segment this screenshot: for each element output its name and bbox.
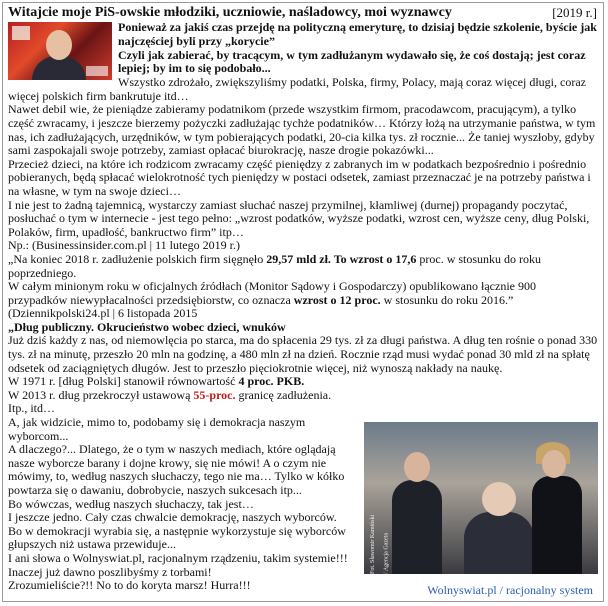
photo-face	[46, 30, 72, 60]
article-frame	[2, 2, 604, 602]
photo-person-left	[392, 480, 442, 574]
photo-person-center	[464, 512, 534, 574]
closing-3: Bo wówczas, według naszych słuchaczy, tak jest…	[8, 496, 254, 511]
quote-insolvency-bold: wzrost o 12 proc.	[293, 292, 381, 307]
closing-5: Bo w demokracji wyrabia się, a następnie wykorzystuje się wyborców głupszych niż ustawa przewiduje...	[8, 523, 346, 552]
quote-firms-debt-bold: 29,57 mld zł. To wzrost o 17,6	[266, 251, 417, 266]
line-2013	[8, 389, 598, 403]
paragraph-1: Wszystko zdrożało, zwiększyliśmy podatki, Polska, firmy, Polacy, mają coraz więcej długi, coraz więcej polskich firm bankrutuje itd…	[8, 75, 586, 103]
quote-insolvency	[8, 280, 598, 307]
photo-face-left	[404, 452, 430, 482]
footer-site-link[interactable]: Wolnyswiat.pl	[427, 583, 497, 598]
closing-2: A dlaczego?... Dlatego, że o tym w naszych mediach, które oglądają nasze wyborcze barany i dojne krowy, się nie mówi! A o czym nie mówimy, to, według naszych słuchaczy, tego nie ma… Tylko w kółko powtarza się o dawaniu, dobrobycie, naszych sukcesach itp...	[8, 442, 345, 497]
lead-paragraph-1: Ponieważ za jakiś czas przejdę na polityczną emeryturę, to dzisiaj będzie szkolenie, byście jak najczęściej byli przy „korycie”	[118, 20, 597, 48]
photo-face-right	[542, 450, 566, 478]
article-year: [2019 r.]	[552, 5, 597, 20]
photo-person-right	[532, 476, 582, 574]
footer-link[interactable]	[427, 584, 593, 598]
itp-line: Itp., itd…	[8, 401, 55, 416]
line-1971-bold: 4 proc. PKB.	[238, 374, 305, 389]
footer-tagline-link[interactable]: racjonalny system	[506, 583, 593, 598]
closing-6: I ani słowa o Wolnyswiat.pl, racjonalnym rządzeniu, takim systemie!!!	[8, 550, 348, 565]
photo-credit: Fot. Sławomir Kamiński / Agencja Gazeta	[370, 514, 390, 575]
paragraph-4: I nie jest to żadną tajemnicą, wystarczy zamiast słuchać naszej przymilnej, kłamliwej (durnej) propagandy poczytać, posłuchać o tym w internecie - jest tego pełno: „wzrost podatków, wyższe podatki, wzrost cen, wyższe ceny, dług Polski, Polaków, firm, upadłość, bankructwo firm” itp…	[8, 197, 590, 239]
article-title: Witajcie moje PiS-owskie młodziki, uczniowie, naśladowcy, moi wyznawcy	[8, 5, 452, 20]
quote-insolvency-pre: W całym minionym roku w oficjalnych źródłach (Monitor Sądowy i Gospodarczy) opublikowano łącznie 900 przypadków niewypłacalności przedsiębiorstw, co oznacza	[8, 279, 536, 307]
speaker-photo	[8, 22, 112, 80]
paragraph-3: Przecież dzieci, na które ich rodzicom zwracamy część pieniędzy z zabranych im w podatkach bezpośrednio i pośrednio pobieranych, będą spłacać wielokrotność tych pieniędzy w postaci odsetek, zamiast przeznaczać je na potrzeby państwa i na własne, w tym na swoje dzieci…	[8, 156, 591, 198]
closing-7: Inaczej już dawno poszlibyśmy z torbami!	[8, 564, 212, 579]
crowd-photo	[364, 422, 598, 574]
quote-firms-debt-pre: „Na koniec 2018 r. zadłużenie polskich firm sięgnęło	[8, 251, 267, 266]
quote-firms-debt	[8, 253, 598, 280]
source-dziennikpolski: (Dziennikpolski24.pl | 6 listopada 2015	[8, 306, 198, 321]
line-2013-pre: W 2013 r. dług przekroczył ustawową	[8, 387, 194, 402]
line-1971-pre: W 1971 r. [dług Polski] stanowił równowartość	[8, 374, 239, 389]
section-heading: „Dług publiczny. Okrucieństwo wobec dzieci, wnuków	[8, 319, 286, 334]
closing-4: I jeszcze jedno. Cały czas chwalcie demokrację, naszych wyborców.	[8, 510, 337, 525]
lead-paragraph-2: Czyli jak zabierać, by tracącym, w tym zadłużanym wydawało się, że coś dostają; jest coraz lepiej; by im to się podobało...	[118, 47, 586, 76]
quote-firms-debt-post: proc. w stosunku do roku poprzedniego.	[8, 251, 542, 280]
closing-8: Zrozumieliście?!! No to do koryta marsz! Hurra!!!	[8, 578, 251, 593]
article-body	[3, 3, 603, 593]
footer-separator: /	[496, 583, 507, 598]
line-2013-red: 55-proc.	[193, 387, 236, 402]
photo-face-center	[482, 482, 516, 516]
quote-insolvency-post: w stosunku do roku 2016.”	[380, 292, 514, 307]
line-2013-post: granicę zadłużenia.	[235, 387, 332, 402]
photo-logo	[86, 66, 108, 76]
closing-1: A, jak widzicie, mimo to, podobamy się i demokracja naszym wyborcom...	[8, 415, 306, 443]
paragraph-2: Nawet debil wie, że pieniądze zabieramy podatnikom (przede wszystkim firmom, pracodawcom, pracującym), a tylko część zwracamy, i jeszcze bierzemy pożyczki zadłużając tychże podatników… Którzy łożą na utrzymanie państwa, w tym nas, ich zadłużających, urzędników, w tym pobierających podatki, 20-cia kilka tys. zł rocznie... Że taniej wyszłoby, gdyby sami zaspokajali swoje potrzeby, zamiast opłacać biurokrację, nasze drogie pokazówki...	[8, 102, 596, 158]
line-1971	[8, 375, 598, 389]
photo-sign	[12, 26, 30, 40]
source-businessinsider: Np.: (Businessinsider.com.pl | 11 lutego 2019 r.)	[8, 238, 240, 253]
debt-paragraph: Już dziś każdy z nas, od niemowlęcia po starca, ma do spłacenia 29 tys. zł za długi państwa. A dług ten rośnie o ponad 330 tys. zł na minutę, przeszło 20 mln na godzinę, a 480 mln zł na dzień. Rocznie rząd musi wydać ponad 30 mld zł na spłatę odsetek od zaciągniętych długów. Jest to przeszło pięciokrotnie więcej, niż wynoszą nakłady na naukę.	[8, 333, 598, 375]
